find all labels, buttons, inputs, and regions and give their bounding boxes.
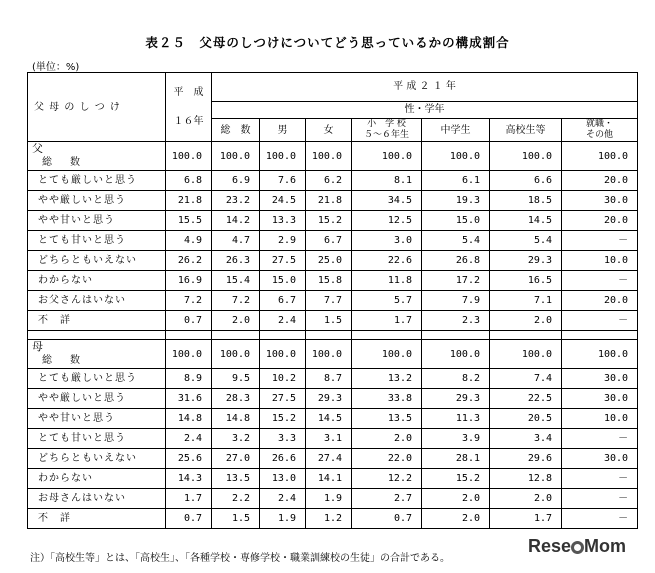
mother-row-label: とても甘いと思う xyxy=(28,429,166,449)
mother-row-value: 28.3 xyxy=(212,389,260,409)
table-row xyxy=(28,191,638,211)
father-row-value: － xyxy=(562,271,638,291)
mother-total-value: 100.0 xyxy=(212,340,260,369)
father-total-value: 100.0 xyxy=(490,142,562,171)
mother-row-value: － xyxy=(562,429,638,449)
father-row-value: 20.0 xyxy=(562,291,638,311)
father-row-value: 25.0 xyxy=(306,251,352,271)
father-row-value: 6.9 xyxy=(212,171,260,191)
father-row-value: 7.6 xyxy=(260,171,306,191)
table-row xyxy=(28,449,638,469)
father-row-value: 10.0 xyxy=(562,251,638,271)
mother-row-value: 15.2 xyxy=(422,469,490,489)
father-row-value: 2.0 xyxy=(212,311,260,331)
col-header-6: 就職・ その他 xyxy=(562,119,638,142)
mother-row-value: 3.2 xyxy=(212,429,260,449)
mother-row-value: 1.2 xyxy=(306,509,352,529)
col-subheader: 性・学年 xyxy=(212,102,638,119)
col-h16 xyxy=(166,73,212,142)
father-section-label: 父 xyxy=(32,142,43,155)
father-row-value: 30.0 xyxy=(562,191,638,211)
row-header-label: 父 母 の し つ け xyxy=(28,73,166,142)
mother-row-value: 2.0 xyxy=(422,509,490,529)
mother-row-value: 30.0 xyxy=(562,389,638,409)
mother-row-value: 1.5 xyxy=(212,509,260,529)
mother-row-value: 29.3 xyxy=(306,389,352,409)
mother-row-label: やや甘いと思う xyxy=(28,409,166,429)
father-row-value: 15.0 xyxy=(422,211,490,231)
father-row-value: － xyxy=(562,231,638,251)
footnote: 注）「高校生等」とは、「高校生」、「各種学校・専修学校・職業訓練校の生徒」の合計である。 xyxy=(30,553,450,564)
mother-total-value: 100.0 xyxy=(352,340,422,369)
father-row-label: お父さんはいない xyxy=(28,291,166,311)
mother-row-label: わからない xyxy=(28,469,166,489)
mother-row-label: 不 詳 xyxy=(28,509,166,529)
father-row-value: 1.5 xyxy=(306,311,352,331)
father-row-value: 16.5 xyxy=(490,271,562,291)
mother-row-value: 3.3 xyxy=(260,429,306,449)
col-header-2: 女 xyxy=(306,119,352,142)
table-row xyxy=(28,171,638,191)
father-row-value: 15.5 xyxy=(166,211,212,231)
mother-row-value: 15.2 xyxy=(260,409,306,429)
father-row-value: 24.5 xyxy=(260,191,306,211)
mother-row-value: 12.8 xyxy=(490,469,562,489)
father-row-value: 7.9 xyxy=(422,291,490,311)
father-row-value: 19.3 xyxy=(422,191,490,211)
mother-row-value: 28.1 xyxy=(422,449,490,469)
logo-text-pre: Rese xyxy=(528,536,572,556)
father-row-value: 7.2 xyxy=(166,291,212,311)
father-total-row xyxy=(28,142,638,171)
data-table xyxy=(27,72,638,529)
mother-row-value: 2.4 xyxy=(166,429,212,449)
table-row xyxy=(28,271,638,291)
mother-row-value: 8.7 xyxy=(306,369,352,389)
father-total-value: 100.0 xyxy=(352,142,422,171)
logo-ring-icon xyxy=(571,541,584,554)
father-total-label: 総 数 xyxy=(42,157,84,168)
father-row-value: 0.7 xyxy=(166,311,212,331)
father-row-value: 26.3 xyxy=(212,251,260,271)
mother-row-value: 13.5 xyxy=(212,469,260,489)
father-total-value: 100.0 xyxy=(212,142,260,171)
mother-total-value: 100.0 xyxy=(166,340,212,369)
father-row-value: 2.9 xyxy=(260,231,306,251)
mother-row-value: 20.5 xyxy=(490,409,562,429)
mother-row-label: どちらともいえない xyxy=(28,449,166,469)
father-row-value: 14.5 xyxy=(490,211,562,231)
mother-row-value: 22.0 xyxy=(352,449,422,469)
father-row-value: 34.5 xyxy=(352,191,422,211)
father-row-label: どちらともいえない xyxy=(28,251,166,271)
unit-label: (単位：%) xyxy=(32,62,80,73)
mother-row-label: とても厳しいと思う xyxy=(28,369,166,389)
mother-row-value: 3.9 xyxy=(422,429,490,449)
mother-row-value: － xyxy=(562,489,638,509)
col-header-4: 中学生 xyxy=(422,119,490,142)
father-row-value: 6.7 xyxy=(306,231,352,251)
table-row xyxy=(28,429,638,449)
father-row-value: 2.0 xyxy=(490,311,562,331)
mother-total-label: 総 数 xyxy=(42,355,84,366)
father-row-value: 6.7 xyxy=(260,291,306,311)
father-row-value: 23.2 xyxy=(212,191,260,211)
table-row xyxy=(28,291,638,311)
father-row-value: 18.5 xyxy=(490,191,562,211)
mother-total-label-cell xyxy=(28,340,166,369)
father-row-value: 2.3 xyxy=(422,311,490,331)
mother-row-value: 29.3 xyxy=(422,389,490,409)
mother-row-value: 22.5 xyxy=(490,389,562,409)
mother-row-value: － xyxy=(562,469,638,489)
mother-row-value: 13.5 xyxy=(352,409,422,429)
father-row-value: 2.4 xyxy=(260,311,306,331)
table-row xyxy=(28,211,638,231)
mother-row-value: 13.0 xyxy=(260,469,306,489)
father-row-value: 15.2 xyxy=(306,211,352,231)
mother-row-value: 29.6 xyxy=(490,449,562,469)
father-row-value: 15.4 xyxy=(212,271,260,291)
father-row-value: 27.5 xyxy=(260,251,306,271)
father-row-value: 5.7 xyxy=(352,291,422,311)
mother-row-value: 2.7 xyxy=(352,489,422,509)
mother-row-value: 31.6 xyxy=(166,389,212,409)
father-total-value: 100.0 xyxy=(306,142,352,171)
mother-total-value: 100.0 xyxy=(260,340,306,369)
mother-row-value: 1.9 xyxy=(306,489,352,509)
mother-total-row xyxy=(28,340,638,369)
mother-row-value: 14.8 xyxy=(212,409,260,429)
mother-row-value: 8.2 xyxy=(422,369,490,389)
table-row xyxy=(28,409,638,429)
col-header-1: 男 xyxy=(260,119,306,142)
father-row-value: 21.8 xyxy=(166,191,212,211)
mother-total-value: 100.0 xyxy=(562,340,638,369)
mother-row-value: 1.7 xyxy=(166,489,212,509)
mother-row-value: 27.0 xyxy=(212,449,260,469)
table-row xyxy=(28,389,638,409)
resemom-logo xyxy=(528,536,626,557)
mother-row-value: 11.3 xyxy=(422,409,490,429)
father-row-value: 8.1 xyxy=(352,171,422,191)
mother-row-value: 0.7 xyxy=(166,509,212,529)
father-row-value: 17.2 xyxy=(422,271,490,291)
father-row-label: わからない xyxy=(28,271,166,291)
father-row-value: 13.3 xyxy=(260,211,306,231)
father-row-label: やや厳しいと思う xyxy=(28,191,166,211)
father-row-value: 7.2 xyxy=(212,291,260,311)
table-row xyxy=(28,251,638,271)
father-row-value: 5.4 xyxy=(422,231,490,251)
col-header-3: 小 学 校 ５～６年生 xyxy=(352,119,422,142)
mother-row-value: 30.0 xyxy=(562,449,638,469)
father-row-value: 6.2 xyxy=(306,171,352,191)
mother-row-value: － xyxy=(562,509,638,529)
mother-row-value: 7.4 xyxy=(490,369,562,389)
table-title: 表２５ 父母のしつけについてどう思っているかの構成割合 xyxy=(145,35,510,50)
father-row-value: 15.8 xyxy=(306,271,352,291)
table-row xyxy=(28,231,638,251)
father-row-label: やや甘いと思う xyxy=(28,211,166,231)
mother-row-value: 2.0 xyxy=(490,489,562,509)
mother-row-value: 12.2 xyxy=(352,469,422,489)
table-row xyxy=(28,489,638,509)
mother-row-value: 10.0 xyxy=(562,409,638,429)
father-row-value: 1.7 xyxy=(352,311,422,331)
col-header-0: 総 数 xyxy=(212,119,260,142)
father-row-value: 7.7 xyxy=(306,291,352,311)
col-h21: 平 成 ２ １ 年 xyxy=(212,73,638,102)
mother-row-label: お母さんはいない xyxy=(28,489,166,509)
father-row-value: 22.6 xyxy=(352,251,422,271)
father-row-label: とても厳しいと思う xyxy=(28,171,166,191)
mother-row-value: 1.9 xyxy=(260,509,306,529)
father-row-value: 14.2 xyxy=(212,211,260,231)
table-row xyxy=(28,311,638,331)
table-row xyxy=(28,509,638,529)
mother-row-value: 13.2 xyxy=(352,369,422,389)
col-h16-top: 平 成 xyxy=(173,87,204,98)
mother-row-value: 2.0 xyxy=(352,429,422,449)
mother-row-value: 2.2 xyxy=(212,489,260,509)
father-row-value: － xyxy=(562,311,638,331)
father-total-value: 100.0 xyxy=(422,142,490,171)
father-row-value: 3.0 xyxy=(352,231,422,251)
father-row-value: 26.2 xyxy=(166,251,212,271)
father-row-value: 29.3 xyxy=(490,251,562,271)
mother-total-value: 100.0 xyxy=(422,340,490,369)
father-row-value: 7.1 xyxy=(490,291,562,311)
mother-row-value: 3.4 xyxy=(490,429,562,449)
father-row-value: 11.8 xyxy=(352,271,422,291)
mother-row-value: 14.5 xyxy=(306,409,352,429)
mother-row-value: 14.1 xyxy=(306,469,352,489)
mother-row-value: 26.6 xyxy=(260,449,306,469)
mother-row-value: 33.8 xyxy=(352,389,422,409)
father-row-value: 4.7 xyxy=(212,231,260,251)
mother-row-value: 8.9 xyxy=(166,369,212,389)
mother-total-value: 100.0 xyxy=(306,340,352,369)
logo-text-post: Mom xyxy=(584,536,627,556)
mother-row-value: 14.3 xyxy=(166,469,212,489)
father-row-value: 26.8 xyxy=(422,251,490,271)
mother-row-value: 27.5 xyxy=(260,389,306,409)
father-row-value: 6.8 xyxy=(166,171,212,191)
father-row-value: 16.9 xyxy=(166,271,212,291)
father-total-label-cell xyxy=(28,142,166,171)
mother-row-value: 2.4 xyxy=(260,489,306,509)
mother-row-value: 9.5 xyxy=(212,369,260,389)
father-row-value: 6.1 xyxy=(422,171,490,191)
mother-row-value: 27.4 xyxy=(306,449,352,469)
father-row-value: 15.0 xyxy=(260,271,306,291)
father-total-value: 100.0 xyxy=(562,142,638,171)
father-row-value: 5.4 xyxy=(490,231,562,251)
table-row xyxy=(28,469,638,489)
mother-row-value: 1.7 xyxy=(490,509,562,529)
mother-row-value: 0.7 xyxy=(352,509,422,529)
mother-section-label: 母 xyxy=(32,340,43,353)
mother-row-value: 3.1 xyxy=(306,429,352,449)
mother-total-value: 100.0 xyxy=(490,340,562,369)
table-row xyxy=(28,369,638,389)
mother-row-value: 14.8 xyxy=(166,409,212,429)
father-row-value: 6.6 xyxy=(490,171,562,191)
father-row-label: 不 詳 xyxy=(28,311,166,331)
mother-row-label: やや厳しいと思う xyxy=(28,389,166,409)
father-row-value: 20.0 xyxy=(562,171,638,191)
mother-row-value: 2.0 xyxy=(422,489,490,509)
father-row-value: 20.0 xyxy=(562,211,638,231)
mother-row-value: 25.6 xyxy=(166,449,212,469)
mother-row-value: 30.0 xyxy=(562,369,638,389)
father-row-value: 4.9 xyxy=(166,231,212,251)
col-h16-bottom: １６年 xyxy=(173,116,204,127)
father-row-label: とても甘いと思う xyxy=(28,231,166,251)
spacer-row xyxy=(28,331,638,340)
father-total-value: 100.0 xyxy=(260,142,306,171)
father-row-value: 21.8 xyxy=(306,191,352,211)
father-row-value: 12.5 xyxy=(352,211,422,231)
father-total-value: 100.0 xyxy=(166,142,212,171)
mother-row-value: 10.2 xyxy=(260,369,306,389)
col-header-5: 高校生等 xyxy=(490,119,562,142)
